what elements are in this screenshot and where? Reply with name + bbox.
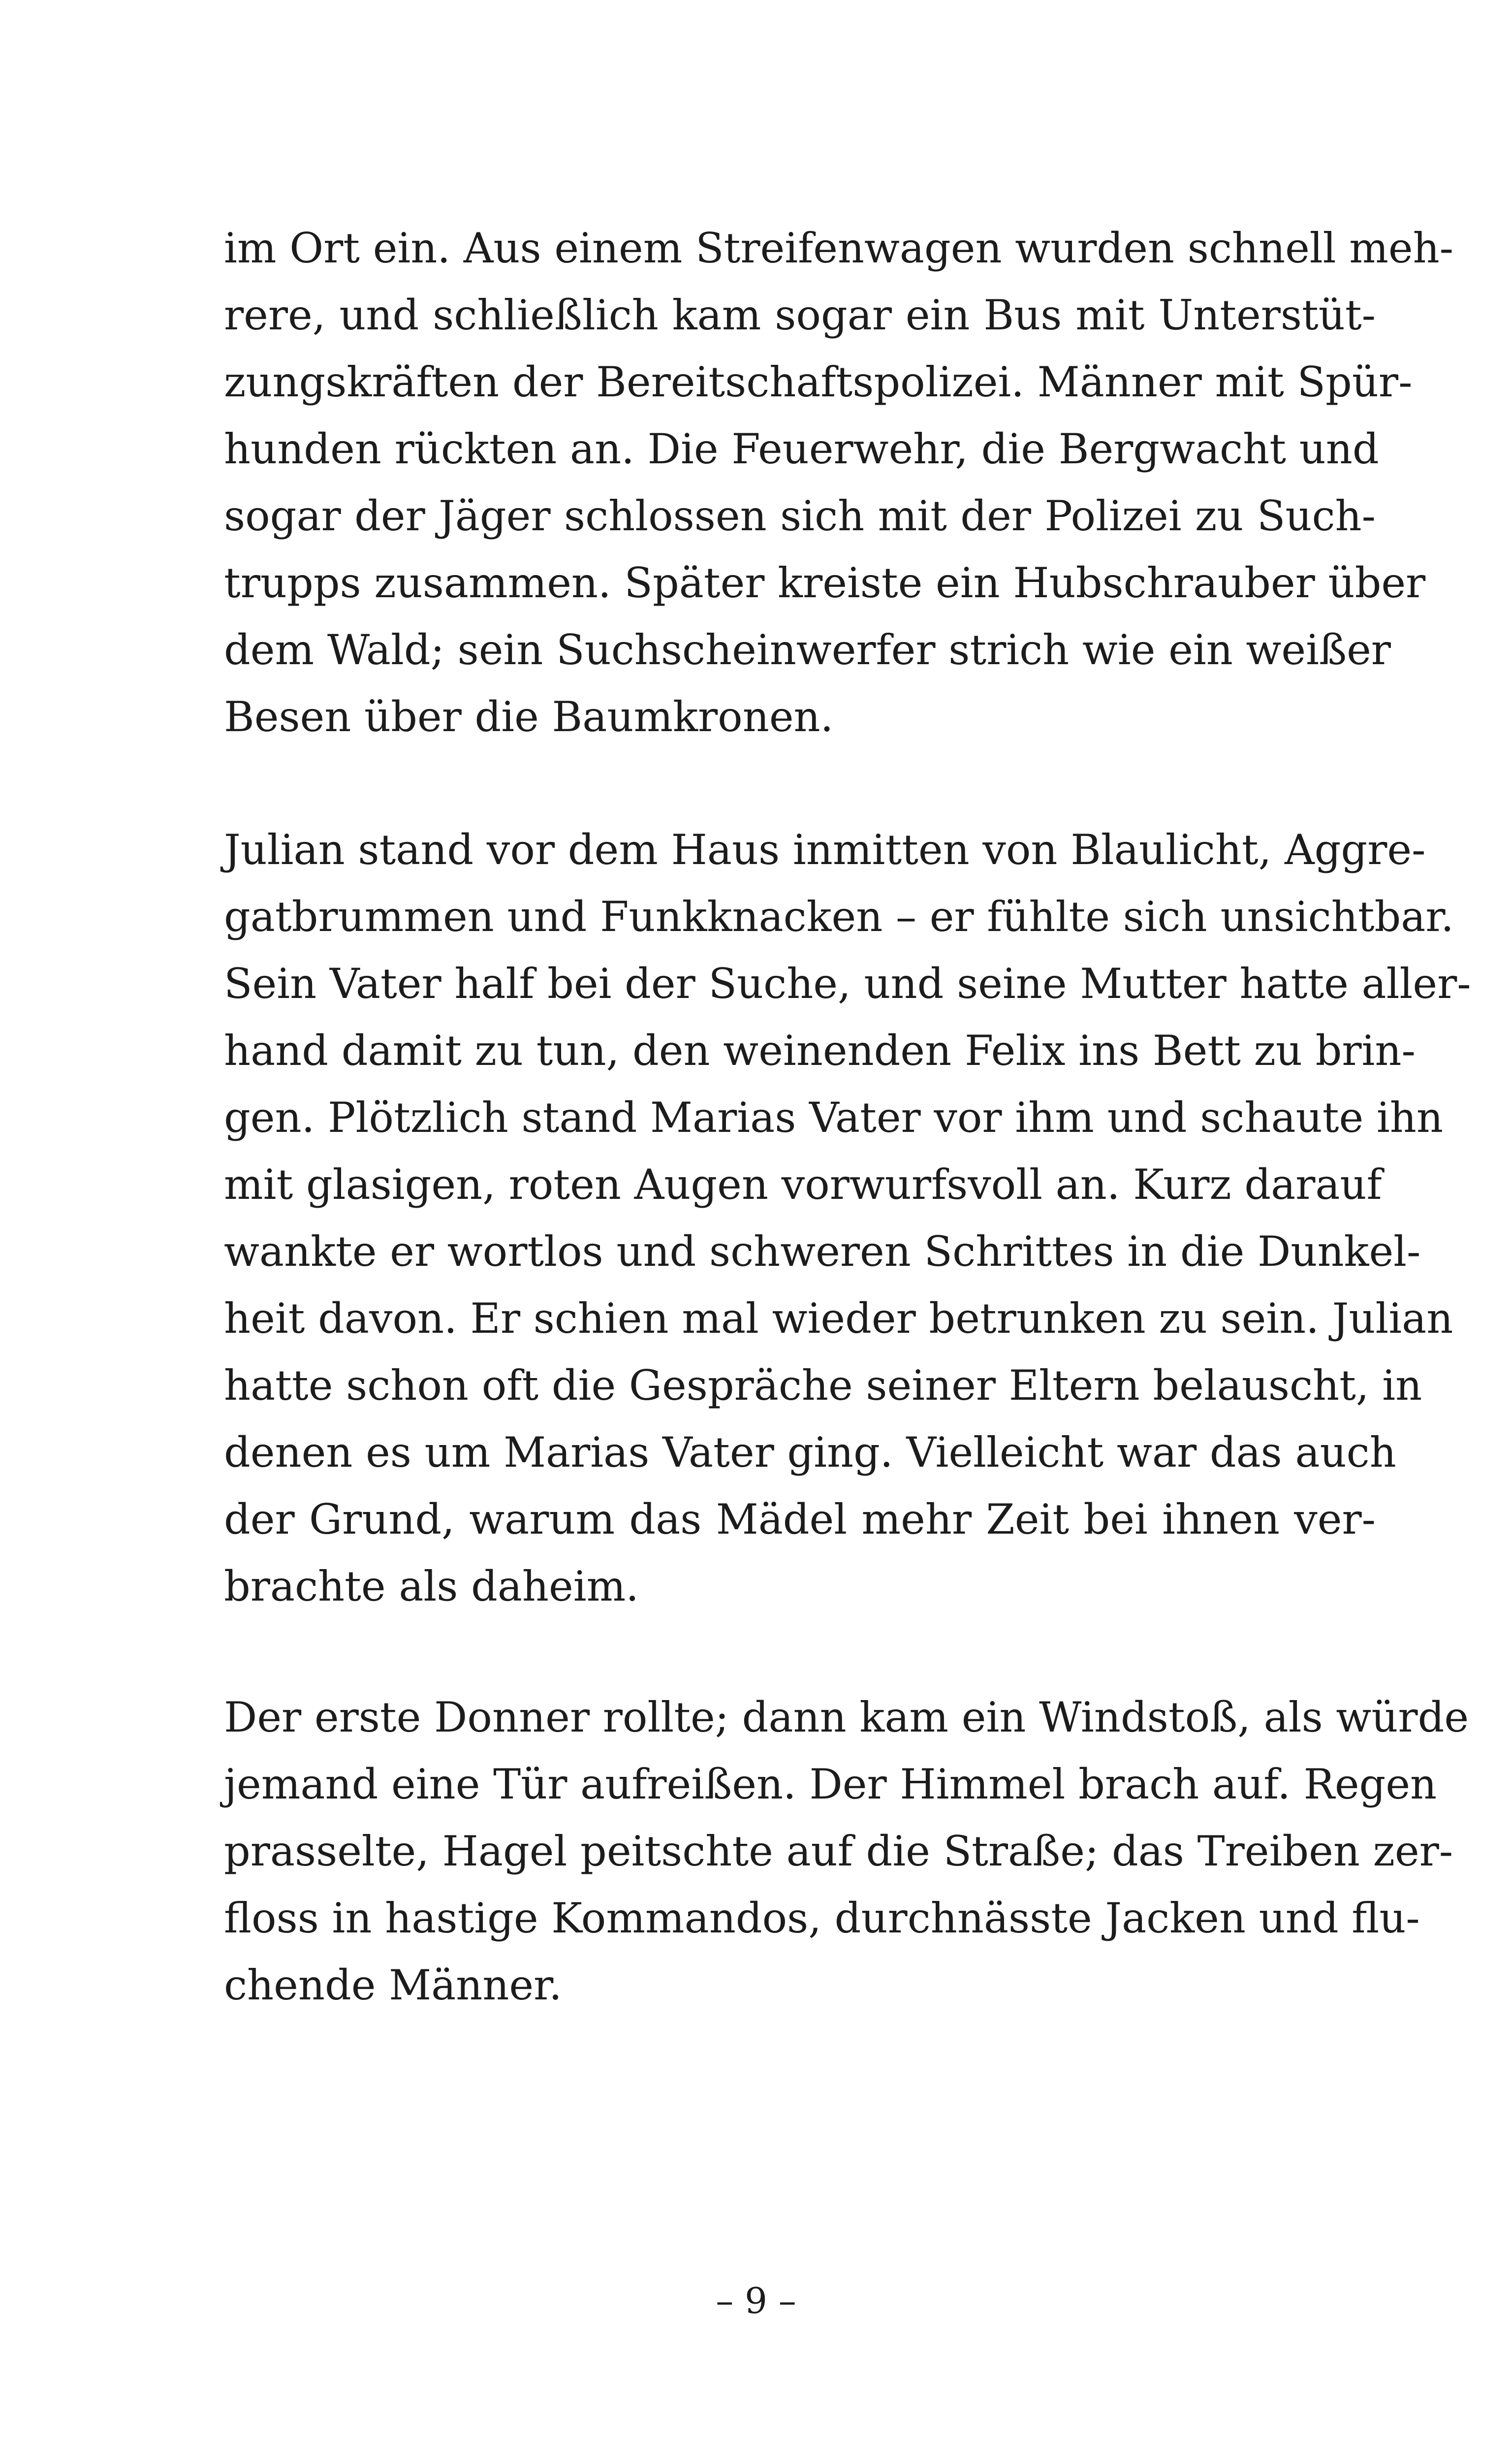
text-line: prasselte, Hagel peitschte auf die Straße; das Treiben zer- xyxy=(224,1827,1453,1875)
text-line: Besen über die Baumkronen. xyxy=(224,693,834,741)
text-line: gatbrummen und Funkknacken – er fühlte sich unsichtbar. xyxy=(224,893,1454,941)
text-line: mit glasigen, roten Augen vorwurfsvoll an. Kurz darauf xyxy=(224,1160,1382,1209)
text-line: chende Männer. xyxy=(224,1961,562,2009)
text-line: jemand eine Tür aufreißen. Der Himmel brach auf. Regen xyxy=(224,1760,1437,1808)
text-line: dem Wald; sein Suchscheinwerfer strich wie ein weißer xyxy=(224,626,1391,674)
page-number: – 9 – xyxy=(716,2280,796,2321)
text-line: Julian stand vor dem Haus inmitten von Blaulicht, Aggre- xyxy=(224,826,1426,874)
paragraph-3 xyxy=(224,1684,1469,2019)
text-line: heit davon. Er schien mal wieder betrunken zu sein. Julian xyxy=(224,1294,1453,1343)
text-line: wankte er wortlos und schweren Schrittes in die Dunkel- xyxy=(224,1227,1421,1276)
text-line: der Grund, warum das Mädel mehr Zeit bei ihnen ver- xyxy=(224,1495,1376,1543)
text-line: floss in hastige Kommandos, durchnässte Jacken und flu- xyxy=(224,1894,1420,1942)
text-line: Der erste Donner rollte; dann kam ein Windstoß, als würde xyxy=(224,1693,1469,1741)
text-line: im Ort ein. Aus einem Streifenwagen wurden schnell meh- xyxy=(224,224,1454,272)
paragraph-1 xyxy=(224,215,1454,750)
text-line: hatte schon oft die Gespräche seiner Eltern belauscht, in xyxy=(224,1361,1422,1410)
paragraph-2 xyxy=(224,816,1471,1620)
text-line: Sein Vater half bei der Suche, und seine Mutter hatte aller- xyxy=(224,960,1471,1008)
text-line: hand damit zu tun, den weinenden Felix ins Bett zu brin- xyxy=(224,1027,1416,1075)
text-line: sogar der Jäger schlossen sich mit der Polizei zu Such- xyxy=(224,492,1376,540)
text-line: zungskräften der Bereitschaftspolizei. Männer mit Spür- xyxy=(224,358,1413,406)
text-line: brachte als daheim. xyxy=(224,1562,639,1610)
text-line: rere, und schließlich kam sogar ein Bus mit Unterstüt- xyxy=(224,291,1376,339)
text-line: trupps zusammen. Später kreiste ein Hubschrauber über xyxy=(224,559,1426,607)
text-line: gen. Plötzlich stand Marias Vater vor ihm und schaute ihn xyxy=(224,1093,1443,1142)
text-line: denen es um Marias Vater ging. Vielleicht war das auch xyxy=(224,1428,1396,1477)
text-line: hunden rückten an. Die Feuerwehr, die Bergwacht und xyxy=(224,425,1379,473)
